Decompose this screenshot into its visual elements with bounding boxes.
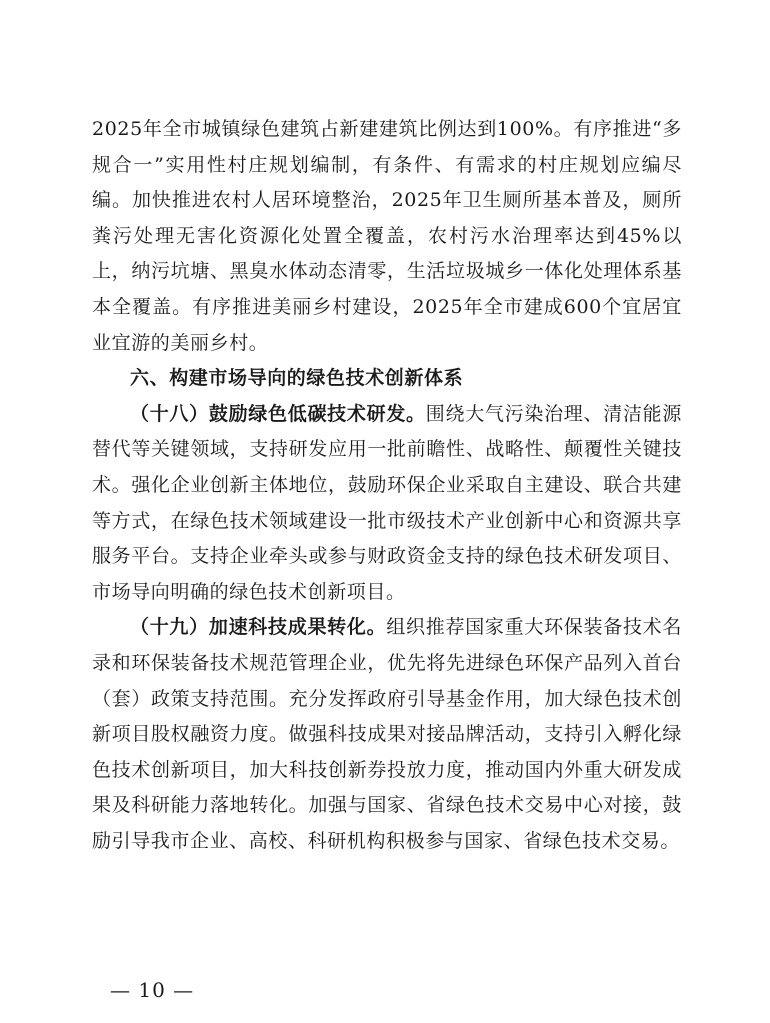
paragraph-text: 组织推荐国家重大环保装备技术名录和环保装备技术规范管理企业，优先将先进绿色环保产品列入首台（套）政策支持范围。充分发挥政府引导基金作用，加大绿色技术创新项目股权融资力度。做强科技成果对接品牌活动，支持引入孵化绿色技术创新项目，加大科技创新券投放力度，推动国内外重大研发成果及科研能力落地转化。加强与国家、省绿色技术交易中心对接，鼓励引导我市企业、高校、科研机构积极参与国家、省绿色技术交易。 — [92, 616, 682, 852]
paragraph-text: 2025年全市城镇绿色建筑占新建建筑比例达到100%。有序推进“多规合一”实用性村庄规划编制，有条件、有需求的村庄规划应编尽编。加快推进农村人居环境整治，2025年卫生厕所基本普及，厕所粪污处理无害化资源化处置全覆盖，农村污水治理率达到45%以上，纳污坑塘、黑臭水体动态清零，生活垃圾城乡一体化处理体系基本全覆盖。有序推进美丽乡村建设，2025年全市建成600个宜居宜业宜游的美丽乡村。 — [92, 118, 682, 354]
paragraph-lead: （十八）鼓励绿色低碳技术研发。 — [130, 402, 426, 425]
page-number: — 10 — — [110, 978, 195, 1002]
body-text — [92, 112, 682, 859]
paragraph-item-19 — [92, 610, 682, 859]
section-heading-text: 六、构建市场导向的绿色技术创新体系 — [130, 367, 464, 390]
paragraph-item-18 — [92, 397, 682, 611]
paragraph-continuation — [92, 112, 682, 361]
section-heading — [92, 361, 682, 397]
paragraph-text: 围绕大气污染治理、清洁能源替代等关键领域，支持研发应用一批前瞻性、战略性、颠覆性关键技术。强化企业创新主体地位，鼓励环保企业采取自主建设、联合共建等方式，在绿色技术领域建设一批市级技术产业创新中心和资源共享服务平台。支持企业牵头或参与财政资金支持的绿色技术研发项目、市场导向明确的绿色技术创新项目。 — [92, 402, 682, 603]
paragraph-lead: （十九）加速科技成果转化。 — [130, 616, 387, 639]
